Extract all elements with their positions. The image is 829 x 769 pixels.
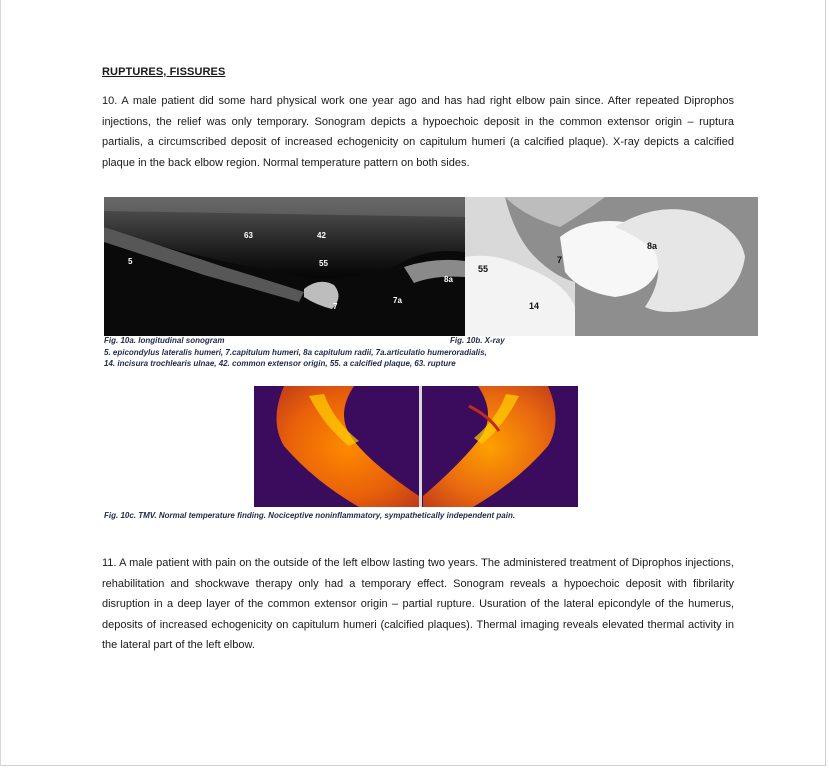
case-11-paragraph: 11. A male patient with pain on the outside of the left elbow lasting two years. The administered treatment of Diprophos injections, rehabilitation and shockwave therapy only had a temporary effect. Sonogram reveals a hypoechoic deposit with fibrilarity disruption in a deep layer of the common extensor origin – partial rupture. Usuration of the lateral epicondyle of the humerus, deposits of increased echogenicity on capitulum humeri (calcified plaques). Thermal imaging reveals elevated thermal activity in the lateral part of the left elbow. xyxy=(102,557,734,651)
sono-label-7: 7 xyxy=(333,302,338,311)
xray-label-7: 7 xyxy=(557,255,563,265)
xray-label-8a: 8a xyxy=(647,241,658,251)
figure-10a-caption: Fig. 10a. longitudinal sonogram xyxy=(104,336,225,345)
sono-label-5: 5 xyxy=(128,257,133,266)
sono-label-55: 55 xyxy=(319,259,328,268)
section-heading: RUPTURES, FISSURES xyxy=(102,66,226,78)
figure-10c-caption: Fig. 10c. TMV. Normal temperature finding. Nociceptive noninflammatory, sympathetically independent pain. xyxy=(104,511,516,520)
xray-label-55: 55 xyxy=(478,264,489,274)
xray-image xyxy=(465,197,758,336)
sono-label-7a: 7a xyxy=(393,296,402,305)
xray-graphic xyxy=(465,197,758,336)
legend-line-2: 14. incisura trochlearis ulnae, 42. common extensor origin, 55. a calcified plaque, 63. rupture xyxy=(104,359,456,368)
case-10-paragraph: 10. A male patient did some hard physical work one year ago and has had right elbow pain since. After repeated Diprophos injections, the relief was only temporary. Sonogram depicts a hypoechoic deposit in the common extensor origin – ruptura partialis, a circumscribed deposit of increased echogenicity on capitulum humeri (a calcified plaque). X-ray depicts a calcified plaque in the back elbow region. Normal temperature pattern on both sides. xyxy=(102,95,734,169)
sono-label-8a: 8a xyxy=(444,275,453,284)
thermal-graphic xyxy=(254,386,578,507)
figure-10b-caption: Fig. 10b. X-ray xyxy=(450,336,505,345)
sono-label-42: 42 xyxy=(317,231,326,240)
thermal-image xyxy=(254,386,578,507)
sono-label-63: 63 xyxy=(244,231,253,240)
sonogram-graphic xyxy=(104,197,465,336)
xray-label-14: 14 xyxy=(529,301,540,311)
figure-legend xyxy=(104,347,487,369)
sonogram-image xyxy=(104,197,465,336)
legend-line-1: 5. epicondylus lateralis humeri, 7.capitulum humeri, 8a capitulum radii, 7a.articulatio humeroradialis, xyxy=(104,348,487,357)
